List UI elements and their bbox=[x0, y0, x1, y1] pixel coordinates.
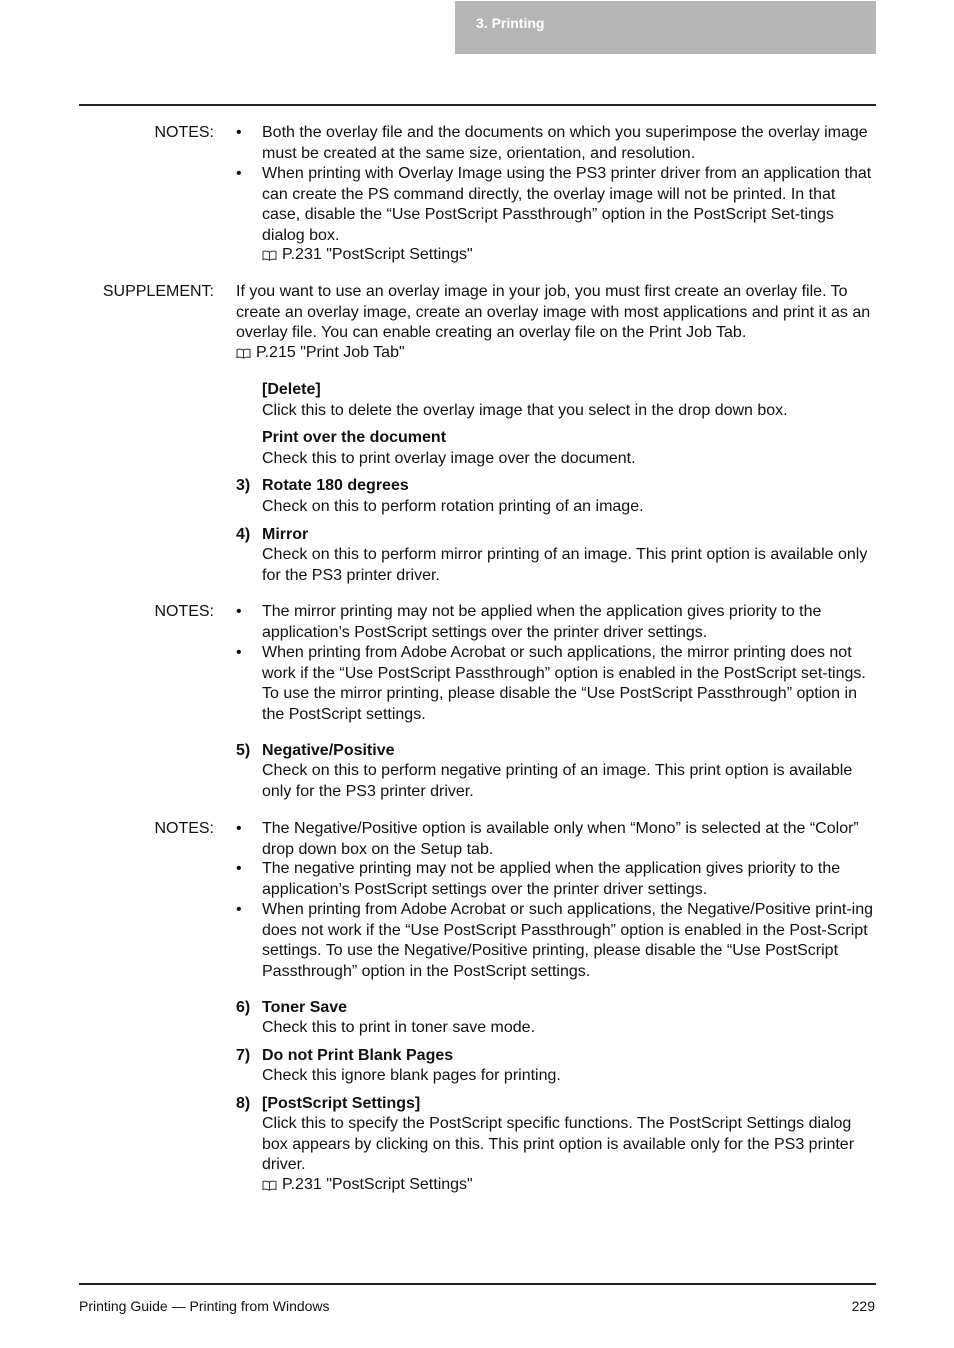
bullet: • bbox=[236, 124, 242, 141]
item-title: Negative/Positive bbox=[262, 742, 395, 759]
supplement-text: If you want to use an overlay image in your job, you must first create an overlay file. To create an overlay image, create an overlay image with most applications and print it as an overlay file. You can enable creating an overlay file on the Print Job Tab. bbox=[236, 283, 871, 341]
item-text: Check this ignore blank pages for printing. bbox=[262, 1067, 561, 1084]
delete-text: Click this to delete the overlay image that you select in the drop down box. bbox=[262, 402, 788, 419]
bullet: • bbox=[236, 820, 242, 837]
item-text: Click this to specify the PostScript specific functions. The PostScript Settings dialog box appears by clicking on this. This print option is available only for the PS3 printer driver. bbox=[262, 1115, 855, 1173]
delete-title: [Delete] bbox=[262, 381, 321, 398]
chapter-tab bbox=[455, 1, 876, 54]
reference-text: P.231 "PostScript Settings" bbox=[282, 246, 473, 263]
notes-label: NOTES: bbox=[154, 124, 214, 141]
book-icon bbox=[236, 348, 251, 359]
bullet: • bbox=[236, 860, 242, 877]
note-item: When printing with Overlay Image using the PS3 printer driver from an application that can create the PS command directly, the overlay image will not be printed. In that case, disable the “Use PostScript Passthrough” option in the PostScript Set-tings dialog box. bbox=[262, 165, 872, 244]
item-number: 7) bbox=[236, 1047, 251, 1064]
item-text: Check on this to perform negative printing of an image. This print option is available only for the PS3 printer driver. bbox=[262, 762, 853, 800]
note-item: The negative printing may not be applied when the application gives priority to the application’s PostScript settings over the printer driver settings. bbox=[262, 860, 841, 898]
note-item: The Negative/Positive option is available only when “Mono” is selected at the “Color” drop down box on the Setup tab. bbox=[262, 820, 859, 858]
notes-label: NOTES: bbox=[154, 603, 214, 620]
header-rule bbox=[79, 104, 876, 106]
note-item: When printing from Adobe Acrobat or such applications, the mirror printing does not work if the “Use PostScript Passthrough” option is enabled in the PostScript set-tings. To use the mirror printing, please disable the “Use PostScript Passthrough” option in the PostScript settings. bbox=[262, 644, 866, 723]
bullet: • bbox=[236, 603, 242, 620]
notes-label: NOTES: bbox=[154, 820, 214, 837]
book-icon bbox=[262, 250, 277, 261]
reference-text: P.231 "PostScript Settings" bbox=[282, 1176, 473, 1193]
item-text: Check on this to perform rotation printing of an image. bbox=[262, 498, 644, 515]
item-number: 8) bbox=[236, 1095, 251, 1112]
reference-link[interactable] bbox=[262, 245, 876, 267]
item-title: Do not Print Blank Pages bbox=[262, 1047, 454, 1064]
note-item: When printing from Adobe Acrobat or such applications, the Negative/Positive print-ing does not work if the “Use PostScript Passthrough” option is enabled in the Post-Script settings. To use the Negative/Positive printing, please disable the “Use PostScript Passthrough” option in the PostScript settings. bbox=[262, 901, 873, 980]
reference-text: P.215 "Print Job Tab" bbox=[256, 344, 405, 361]
chapter-title: 3. Printing bbox=[476, 15, 545, 31]
item-title: [PostScript Settings] bbox=[262, 1095, 421, 1112]
item-title: Mirror bbox=[262, 526, 309, 543]
item-number: 5) bbox=[236, 742, 251, 759]
note-item: The mirror printing may not be applied when the application gives priority to the application’s PostScript settings over the printer driver settings. bbox=[262, 603, 822, 641]
supplement-label: SUPPLEMENT: bbox=[102, 283, 214, 300]
item-number: 4) bbox=[236, 526, 251, 543]
print-over-title: Print over the document bbox=[262, 429, 447, 446]
footer-rule bbox=[79, 1283, 876, 1285]
page-number: 229 bbox=[851, 1298, 875, 1314]
item-title: Rotate 180 degrees bbox=[262, 477, 409, 494]
reference-link[interactable] bbox=[262, 1175, 876, 1197]
reference-link[interactable] bbox=[236, 343, 405, 365]
footer-title: Printing Guide — Printing from Windows bbox=[79, 1298, 330, 1314]
bullet: • bbox=[236, 165, 242, 182]
item-text: Check this to print in toner save mode. bbox=[262, 1019, 536, 1036]
item-number: 3) bbox=[236, 477, 251, 494]
bullet: • bbox=[236, 644, 242, 661]
item-text: Check on this to perform mirror printing of an image. This print option is available only for the PS3 printer driver. bbox=[262, 546, 868, 584]
item-title: Toner Save bbox=[262, 999, 348, 1016]
note-item: Both the overlay file and the documents on which you superimpose the overlay image must be created at the same size, orientation, and resolution. bbox=[262, 124, 868, 162]
book-icon bbox=[262, 1180, 277, 1191]
print-over-text: Check this to print overlay image over the document. bbox=[262, 450, 636, 467]
item-number: 6) bbox=[236, 999, 251, 1016]
bullet: • bbox=[236, 901, 242, 918]
